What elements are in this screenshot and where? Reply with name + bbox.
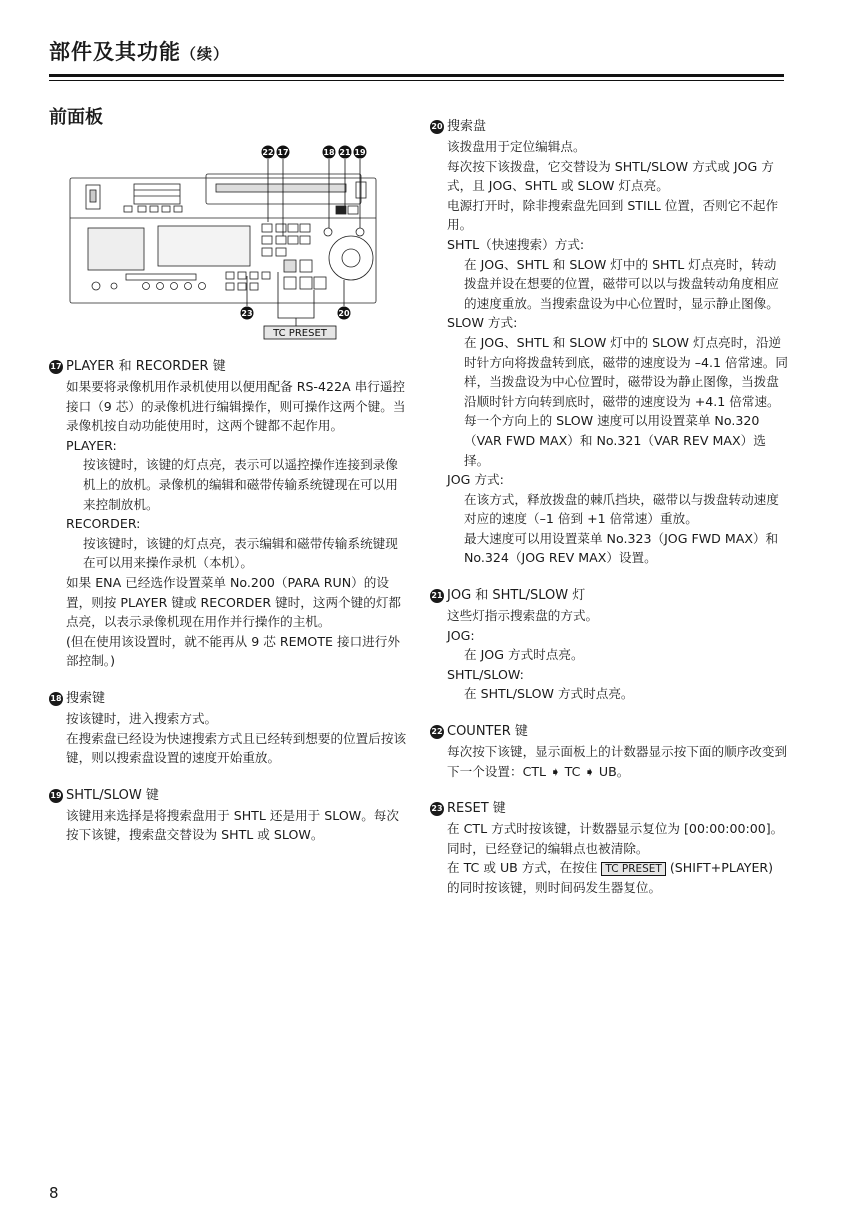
text-20-p1: 该拨盘用于定位编辑点。	[447, 139, 586, 154]
section-17	[49, 357, 407, 671]
section-21	[430, 586, 788, 704]
section-19	[49, 786, 407, 845]
title-rule-thick	[49, 74, 784, 77]
text-20-p6: 在该方式，释放拨盘的棘爪挡块，磁带以与拨盘转动速度对应的速度（–1 倍到 +1 倍常速）重放。	[464, 491, 779, 527]
text-22-p1: 每次按下该键，显示面板上的计数器显示按下面的顺序改变到下一个设置：CTL ➧ TC ➧ UB。	[447, 744, 788, 779]
label-21-jog: JOG:	[447, 627, 475, 643]
tc-preset-key-label: TC PRESET	[601, 862, 665, 876]
text-18-p2: 在搜索盘已经设为快速搜索方式且已经转到想要的位置后按该键，则以搜索盘设置的速度开始重放。	[66, 730, 407, 766]
heading-19: SHTL/SLOW 键	[66, 787, 159, 803]
title-rule-thin	[49, 80, 784, 81]
callout-23: 23	[241, 309, 253, 318]
text-23-p1: 在 CTL 方式时按该键，计数器显示复位为 [00:00:00:00]。同时，已经登记的编辑点也被清除。	[447, 821, 784, 856]
number-badge-21: 21	[430, 589, 444, 603]
text-21-p2: 在 JOG 方式时点亮。	[464, 647, 584, 663]
section-18	[49, 689, 407, 768]
right-column	[430, 117, 788, 916]
section-20	[430, 117, 788, 568]
text-21-p1: 这些灯指示搜索盘的方式。	[447, 608, 599, 624]
text-20-p2: 每次按下该拨盘，它交替设为 SHTL/SLOW 方式或 JOG 方式，且 JOG、SHTL 或 SLOW 灯点亮。	[447, 158, 774, 194]
number-badge-22: 22	[430, 725, 444, 739]
callout-21: 21	[339, 148, 351, 157]
text-19-p1: 该键用来选择是将搜索盘用于 SHTL 还是用于 SLOW。每次按下该键，搜索盘交替设为 SHTL 或 SLOW。	[66, 807, 399, 843]
label-17-player: PLAYER:	[66, 437, 117, 453]
page-title: 部件及其功能（续）	[49, 40, 230, 64]
diagram-tc-preset-label: TC PRESET	[273, 328, 327, 339]
heading-20: 搜索盘	[447, 119, 487, 134]
section-23	[430, 799, 788, 897]
number-badge-17: 17	[49, 360, 63, 374]
text-17-p5: (但在使用该设置时，就不能再从 9 芯 REMOTE 接口进行外部控制。)	[66, 633, 400, 669]
page-title-suffix: （续）	[181, 45, 230, 63]
callout-18: 18	[323, 148, 335, 157]
callout-19: 19	[354, 148, 366, 157]
front-panel-diagram	[66, 140, 384, 345]
text-23-p2a: 在 TC 或 UB 方式，在按住	[447, 860, 598, 876]
text-23-p2	[430, 858, 788, 897]
label-21-shtl-slow: SHTL/SLOW:	[447, 666, 524, 682]
number-badge-18: 18	[49, 692, 63, 706]
heading-17: PLAYER 和 RECORDER 键	[66, 359, 226, 374]
text-20-p3: 电源打开时，除非搜索盘先回到 STILL 位置，否则它不起作用。	[447, 197, 779, 233]
heading-21: JOG 和 SHTL/SLOW 灯	[447, 588, 586, 604]
label-20-slow: SLOW 方式:	[447, 315, 518, 331]
text-17-p1: 如果要将录像机用作录机使用以便用配备 RS-422A 串行遥控接口（9 芯）的录像机进行编辑操作，则可操作这两个键。当录像机按自动功能使用时，这两个键都不起作用。	[66, 379, 406, 434]
text-20-p7: 最大速度可以用设置菜单 No.323（JOG FWD MAX）和 No.324（JOG REV MAX）设置。	[464, 530, 779, 566]
callout-20: 20	[338, 309, 350, 318]
page-number: 8	[49, 1184, 59, 1202]
callout-17: 17	[277, 148, 289, 157]
heading-22: COUNTER 键	[447, 724, 528, 740]
label-17-recorder: RECORDER:	[66, 516, 141, 532]
left-column	[49, 357, 407, 863]
label-20-jog: JOG 方式:	[447, 472, 504, 488]
number-badge-19: 19	[49, 789, 63, 803]
number-badge-20: 20	[430, 120, 444, 134]
section-title: 前面板	[49, 107, 103, 128]
number-badge-23: 23	[430, 802, 444, 816]
heading-18: 搜索键	[66, 690, 106, 706]
text-17-p2: 按该键时，该键的灯点亮，表示可以遥控操作连接到录像机上的放机。录像机的编辑和磁带传输系统键现在可以用来控制放机。	[83, 457, 398, 512]
text-17-p3: 按该键时，该键的灯点亮，表示编辑和磁带传输系统键现在可以用来操作录机（本机）。	[83, 535, 398, 571]
text-18-p1: 按该键时，进入搜索方式。	[66, 710, 218, 726]
text-20-p5: 在 JOG、SHTL 和 SLOW 灯中的 SLOW 灯点亮时，沿逆时针方向将拨盘转到底，磁带的速度设为 –4.1 倍常速。同样，当拨盘设为中心位置时，磁带设为静止图像，当拨盘沿顺时针方向转到底时，磁带的速度设为 +4.1 倍常速。每一个方向上的 SLOW 速度可以用设置菜单 No.320（VAR FWD MAX）和 No.321（VAR REV MAX）选择。	[464, 334, 788, 468]
heading-23: RESET 键	[447, 801, 506, 817]
text-23-p2b: (SHIFT+PLAYER) 的同时按该键，则时间码发生器复位。	[447, 860, 774, 895]
text-17-p4: 如果 ENA 已经选作设置菜单 No.200（PARA RUN）的设置，则按 PLAYER 键或 RECORDER 键时，这两个键的灯都点亮，以表示录像机现在用作并行操作的主机。	[66, 574, 402, 630]
text-21-p3: 在 SHTL/SLOW 方式时点亮。	[464, 686, 634, 702]
callout-22: 22	[262, 148, 274, 157]
section-22	[430, 722, 788, 781]
text-20-p4: 在 JOG、SHTL 和 SLOW 灯中的 SHTL 灯点亮时，转动拨盘并设在想要的位置，磁带可以以与拨盘转动角度相应的速度重放。当搜索盘设为中心位置时，显示静止图像。	[464, 256, 779, 311]
label-20-shtl: SHTL（快速搜索）方式:	[447, 236, 585, 252]
